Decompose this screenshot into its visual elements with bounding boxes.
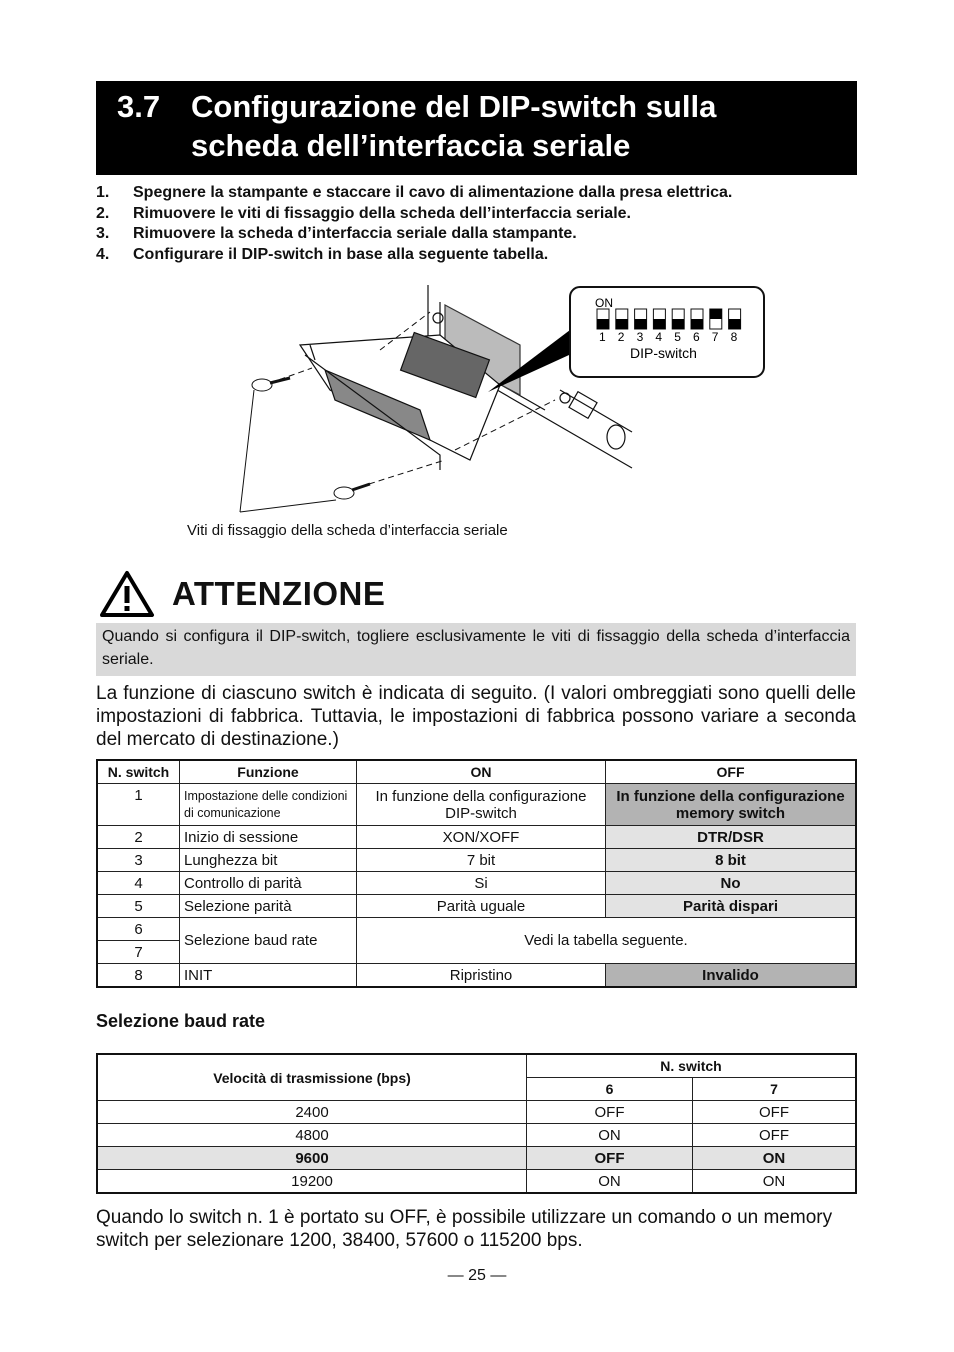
dip-switch-label: DIP-switch: [630, 345, 697, 361]
baud-speed: 2400: [97, 1101, 527, 1124]
table-row-default: [97, 1147, 856, 1170]
section-title-line1: Configurazione del DIP-switch sulla: [191, 89, 717, 124]
dip-switch-number: 7: [711, 330, 719, 344]
dip-switch-lever: [635, 319, 647, 329]
procedure-steps: [96, 184, 856, 266]
baud-reference: Vedi la tabella seguente.: [357, 918, 857, 964]
table-row: [97, 964, 856, 988]
baud-rate-heading: Selezione baud rate: [96, 1011, 266, 1031]
screw-icon: [252, 378, 290, 391]
step-text: Rimuovere la scheda d’interfaccia seriale dalla stampante.: [133, 225, 577, 242]
switch-number: 3: [97, 849, 180, 872]
switch-on-value: Ripristino: [357, 964, 606, 988]
switch6-value: OFF: [527, 1101, 693, 1124]
table-header-row: [97, 760, 856, 784]
caption-leaders: [240, 390, 336, 512]
step-text: Spegnere la stampante e staccare il cavo di alimentazione dalla presa elettrica.: [133, 184, 733, 201]
switch-on-value: Parità uguale: [357, 895, 606, 918]
switch6-value: ON: [527, 1170, 693, 1194]
dip-switch-lever: [672, 319, 684, 329]
header-cell: Velocità di trasmissione (bps): [97, 1054, 527, 1101]
dip-switch-number: 5: [674, 330, 681, 344]
warning-title: ATTENZIONE: [172, 575, 386, 612]
dip-switch-number: 3: [636, 330, 644, 344]
table-header-row: [97, 1054, 856, 1078]
baud-speed: 9600: [97, 1147, 527, 1170]
switch-off-value: Parità dispari: [606, 895, 857, 918]
interface-board: [300, 333, 500, 470]
step-text: Rimuovere le viti di fissaggio della scheda dell’interfaccia seriale.: [133, 204, 631, 222]
switch-off-value: DTR/DSR: [606, 826, 857, 849]
interface-board-illustration: [180, 280, 780, 550]
baud-speed: 19200: [97, 1170, 527, 1194]
dip-switch-lever: [597, 319, 609, 329]
warning-icon: [100, 570, 156, 620]
dip-switch-lever: [691, 319, 703, 329]
header-cell: 6: [527, 1078, 693, 1101]
switch-function: Selezione baud rate: [180, 918, 357, 964]
switch-number: 6: [97, 918, 180, 941]
baud-speed: 4800: [97, 1124, 527, 1147]
dip-switch-lever: [729, 319, 741, 329]
switch-on-value: In funzione della configurazione DIP-switch: [357, 784, 606, 826]
header-cell: 7: [693, 1078, 857, 1101]
switch7-value: ON: [693, 1170, 857, 1194]
step-number: 2.: [96, 204, 110, 222]
dip-switch-number: 2: [617, 330, 625, 344]
dip-switch-lever: [653, 319, 665, 329]
step-item: [96, 184, 856, 205]
switch-number: 4: [97, 872, 180, 895]
switch-on-value: 7 bit: [357, 849, 606, 872]
switch-function: INIT: [180, 964, 357, 988]
switch6-value: OFF: [527, 1147, 693, 1170]
switch-number: 2: [97, 826, 180, 849]
table-row: [97, 1101, 856, 1124]
table-row: [97, 895, 856, 918]
page-number: — 25 —: [447, 1267, 507, 1284]
closing-paragraph: Quando lo switch n. 1 è portato su OFF, è possibile utilizzare un comando o un memory switch per selezionare 1200, 38400, 57600 o 115200 bps.: [96, 1207, 833, 1251]
table-row: [97, 1170, 856, 1194]
switch7-value: OFF: [693, 1101, 857, 1124]
switch-number: 1: [97, 784, 180, 826]
table-row: [97, 872, 856, 895]
section-title-line2: scheda dell’interfaccia seriale: [191, 128, 631, 163]
dip-switch-number: 8: [730, 330, 738, 344]
table-row: [97, 849, 856, 872]
switch-number: 5: [97, 895, 180, 918]
table-row: [97, 826, 856, 849]
switch7-value: OFF: [693, 1124, 857, 1147]
switch-function: Controllo di parità: [180, 872, 357, 895]
section-number: 3.7: [117, 89, 161, 124]
switch-off-value: In funzione della configurazione memory switch: [606, 784, 857, 826]
figure-caption: Viti di fissaggio della scheda d’interfaccia seriale: [187, 522, 508, 539]
switch-function: Inizio di sessione: [180, 826, 357, 849]
header-cell: N. switch: [97, 760, 180, 784]
switch-off-value: 8 bit: [606, 849, 857, 872]
warning-text: Quando si configura il DIP-switch, togliere esclusivamente le viti di fissaggio della scheda d’interfaccia seriale.: [96, 623, 856, 676]
step-number: 1.: [96, 184, 110, 201]
section-title-bar: [96, 81, 857, 175]
dip-switch-lever: [616, 319, 628, 329]
switch-on-value: Si: [357, 872, 606, 895]
step-number: 4.: [96, 245, 110, 263]
dip-switch-lever: [710, 309, 722, 319]
header-cell: Funzione: [180, 760, 357, 784]
dip-switch-number: 1: [599, 330, 606, 344]
switch-number: 8: [97, 964, 180, 988]
switch-function: Impostazione delle condizioni di comunicazione: [180, 784, 357, 826]
header-cell: ON: [357, 760, 606, 784]
screw-icon: [334, 484, 370, 499]
dip-switch-number: 6: [693, 330, 700, 344]
dip-switch-number: 4: [655, 330, 663, 344]
step-number: 3.: [96, 225, 110, 242]
table-row: [97, 918, 856, 941]
switch-function: Selezione parità: [180, 895, 357, 918]
switch-function: Lunghezza bit: [180, 849, 357, 872]
header-cell: OFF: [606, 760, 857, 784]
switch-number: 7: [97, 941, 180, 964]
switch-on-value: XON/XOFF: [357, 826, 606, 849]
switch7-value: ON: [693, 1147, 857, 1170]
step-item: [96, 205, 856, 226]
switch6-value: ON: [527, 1124, 693, 1147]
step-item: [96, 225, 856, 246]
switch-off-value: No: [606, 872, 857, 895]
dip-on-label: ON: [595, 296, 613, 310]
header-cell: N. switch: [527, 1054, 857, 1078]
table-row: [97, 1124, 856, 1147]
step-text: Configurare il DIP-switch in base alla seguente tabella.: [133, 245, 549, 263]
intro-paragraph: La funzione di ciascuno switch è indicata di seguito. (I valori ombreggiati sono quelli delle impostazioni di fabbrica. Tuttavia, le impostazioni di fabbrica possono variare a seconda del mercato di destinazione.): [96, 683, 856, 750]
switch-off-value: Invalido: [606, 964, 857, 988]
dip-switch-table: [96, 759, 857, 988]
step-item: [96, 246, 856, 267]
baud-rate-table: [96, 1053, 857, 1194]
table-row: [97, 784, 856, 826]
